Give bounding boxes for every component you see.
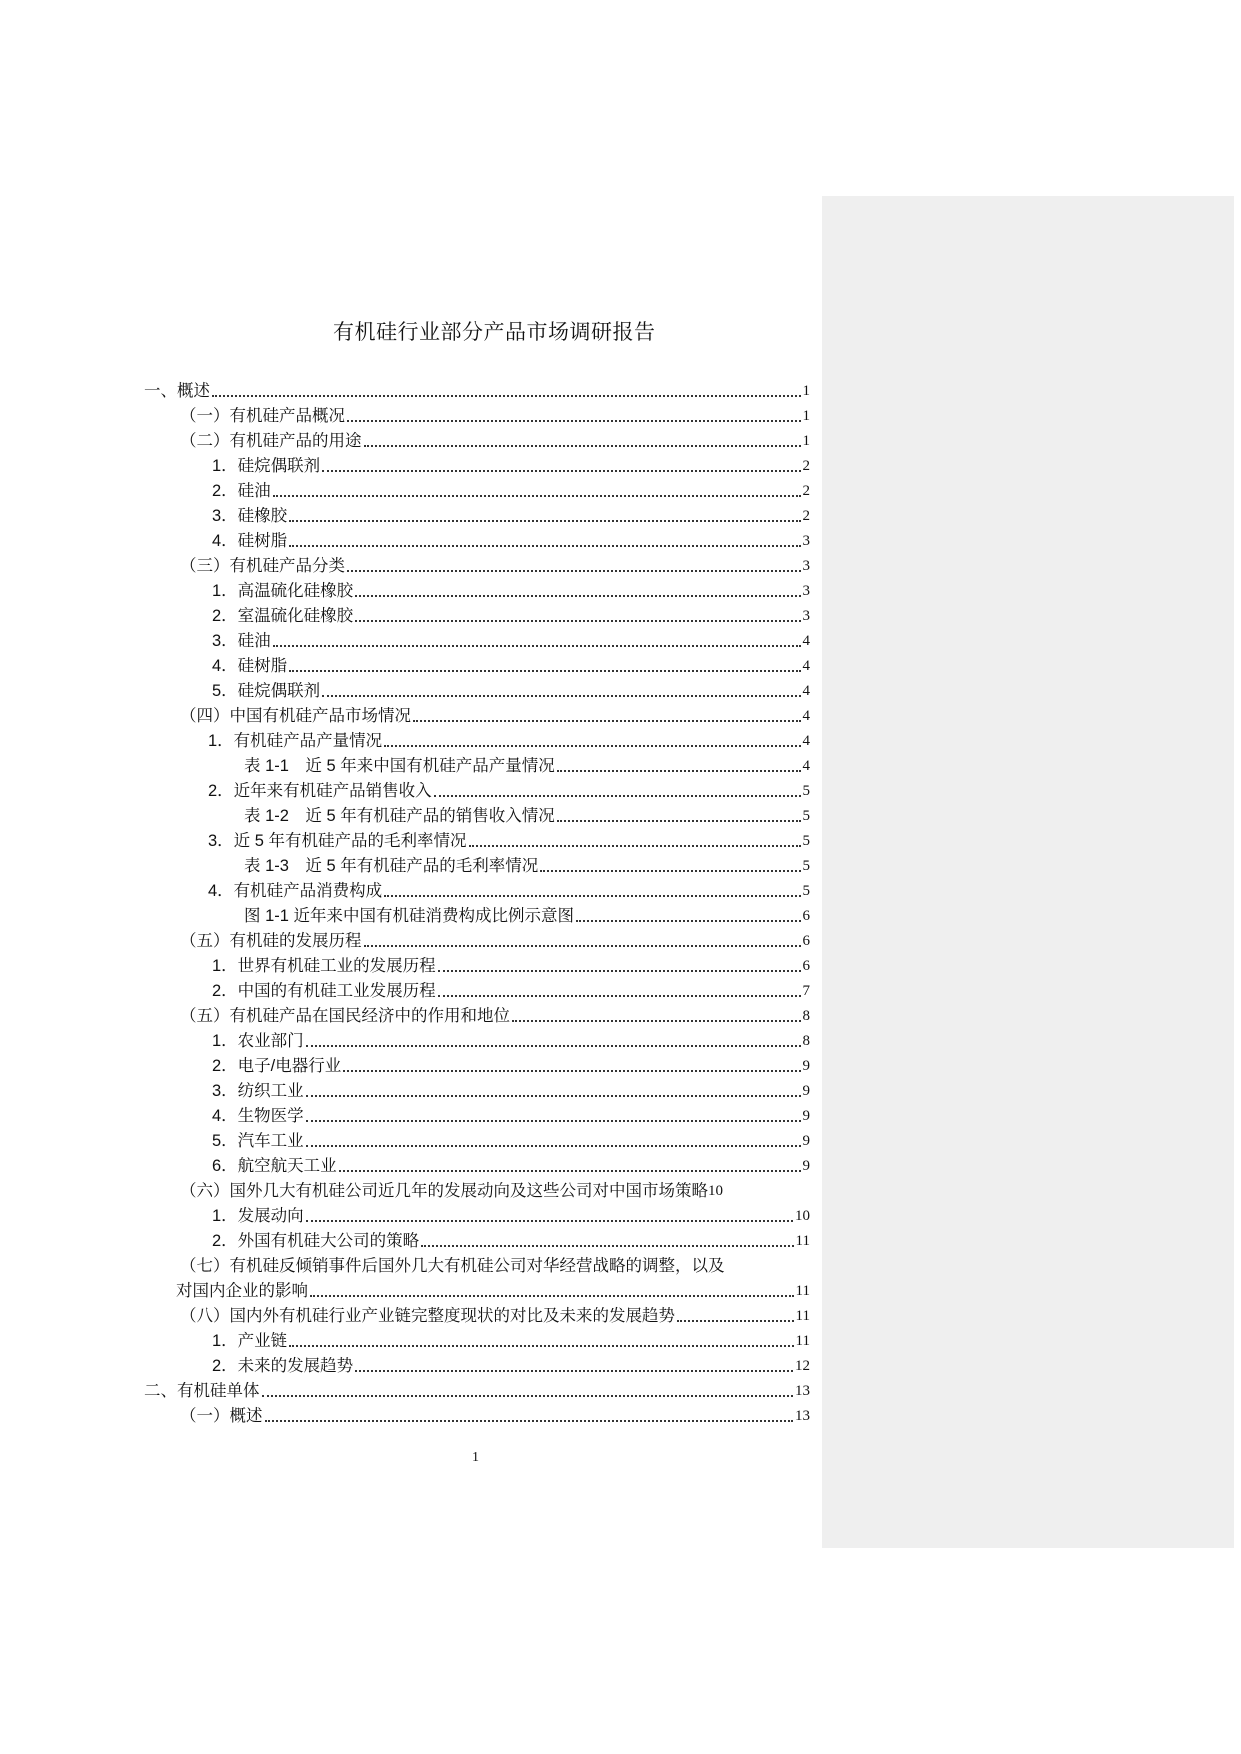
toc-entry-title: 图 1-1 近年来中国有机硅消费构成比例示意图 — [244, 907, 575, 925]
toc-dot-leader — [306, 1094, 801, 1097]
toc-entry-page: 3 — [802, 533, 810, 549]
toc-entry-page: 9 — [802, 1083, 810, 1099]
toc-entry[interactable] — [144, 1051, 810, 1076]
toc-entry[interactable] — [144, 976, 810, 1001]
toc-entry-title: 5．汽车工业 — [212, 1132, 304, 1150]
toc-entry[interactable] — [144, 1376, 810, 1401]
toc-entry-page: 9 — [802, 1133, 810, 1149]
toc-entry[interactable] — [144, 601, 810, 626]
toc-entry[interactable] — [144, 701, 810, 726]
toc-entry[interactable] — [144, 1026, 810, 1051]
toc-entry-page: 9 — [802, 1108, 810, 1124]
toc-entry[interactable] — [144, 951, 810, 976]
toc-entry-page: 2 — [802, 508, 810, 524]
toc-dot-leader — [438, 969, 801, 972]
toc-entry[interactable] — [144, 1276, 810, 1301]
toc-entry-page: 5 — [802, 858, 810, 874]
toc-dot-leader — [355, 619, 800, 622]
toc-entry[interactable] — [144, 426, 810, 451]
toc-entry[interactable] — [144, 1401, 810, 1426]
toc-dot-leader — [347, 419, 801, 422]
toc-dot-leader — [289, 544, 800, 547]
toc-entry[interactable] — [144, 651, 810, 676]
toc-entry-page: 7 — [802, 983, 810, 999]
comment-pane — [822, 196, 1234, 1548]
toc-entry-title: 2．室温硫化硅橡胶 — [212, 607, 354, 625]
toc-entry-title: （八）国内外有机硅行业产业链完整度现状的对比及未来的发展趋势 — [180, 1307, 675, 1325]
toc-dot-leader — [306, 1144, 801, 1147]
toc-entry-page: 11 — [795, 1333, 810, 1349]
toc-entry-title: 1．农业部门 — [212, 1032, 304, 1050]
toc-entry-page: 13 — [795, 1408, 810, 1424]
toc-dot-leader — [384, 744, 800, 747]
toc-dot-leader — [212, 394, 801, 397]
toc-entry-page: 3 — [802, 608, 810, 624]
toc-entry-page: 6 — [802, 908, 810, 924]
toc-entry-title: 1．有机硅产品产量情况 — [208, 732, 383, 750]
toc-entry[interactable] — [144, 551, 810, 576]
toc-dot-leader — [306, 1044, 801, 1047]
toc-entry[interactable] — [144, 776, 810, 801]
toc-entry-page: 8 — [802, 1033, 810, 1049]
toc-entry[interactable] — [144, 676, 810, 701]
toc-entry-page: 11 — [795, 1283, 810, 1299]
toc-entry-title: 2．硅油 — [212, 482, 271, 500]
toc-entry-page: 6 — [802, 958, 810, 974]
toc-dot-leader — [310, 1294, 794, 1297]
toc-entry[interactable] — [144, 476, 810, 501]
toc-dot-leader — [339, 1169, 801, 1172]
toc-entry-title: 1．硅烷偶联剂 — [212, 457, 321, 475]
toc-dot-leader — [413, 719, 801, 722]
toc-entry-title: 4．生物医学 — [212, 1107, 304, 1125]
toc-entry[interactable] — [144, 1126, 810, 1151]
toc-entry-title: 3．纺织工业 — [212, 1082, 304, 1100]
toc-entry-page: 4 — [802, 708, 810, 724]
toc-entry[interactable] — [144, 751, 810, 776]
document-title: 有机硅行业部分产品市场调研报告 — [333, 321, 656, 344]
toc-dot-leader — [322, 694, 800, 697]
toc-dot-leader — [265, 1419, 794, 1422]
toc-entry[interactable] — [144, 1101, 810, 1126]
toc-entry-title: （一）有机硅产品概况 — [180, 407, 345, 425]
toc-entry[interactable] — [144, 1251, 810, 1276]
page-number: 1 — [472, 1450, 479, 1465]
toc-entry-title: 对国内企业的影响 — [176, 1282, 308, 1300]
toc-entry-title: 2．电子/电器行业 — [212, 1057, 342, 1075]
toc-dot-leader — [289, 1344, 793, 1347]
toc-entry[interactable] — [144, 526, 810, 551]
toc-entry-page: 5 — [802, 808, 810, 824]
toc-entry-page: 2 — [802, 458, 810, 474]
toc-dot-leader — [343, 1069, 800, 1072]
toc-entry[interactable] — [144, 1326, 810, 1351]
toc-entry-title: （一）概述 — [180, 1407, 263, 1425]
toc-entry[interactable] — [144, 1001, 810, 1026]
toc-entry-title: 2．外国有机硅大公司的策略 — [212, 1232, 420, 1250]
toc-dot-leader — [384, 894, 800, 897]
toc-entry-title: 一、概述 — [144, 382, 210, 400]
toc-entry[interactable] — [144, 501, 810, 526]
toc-dot-leader — [289, 519, 800, 522]
toc-entry-title: 表 1-1 近 5 年来中国有机硅产品产量情况 — [244, 757, 555, 775]
toc-entry-title: （六）国外几大有机硅公司近几年的发展动向及这些公司对中国市场策略 — [180, 1182, 708, 1200]
toc-entry-page: 6 — [802, 933, 810, 949]
toc-dot-leader — [347, 569, 801, 572]
toc-entry-title: 3．硅橡胶 — [212, 507, 288, 525]
toc-entry-title: 二、有机硅单体 — [144, 1382, 260, 1400]
toc-entry[interactable] — [144, 801, 810, 826]
toc-dot-leader — [540, 869, 800, 872]
toc-entry-page: 10 — [795, 1208, 810, 1224]
toc-dot-leader — [438, 994, 801, 997]
toc-dot-leader — [557, 769, 801, 772]
toc-entry-page: 4 — [802, 633, 810, 649]
toc-entry-page: 10 — [708, 1183, 723, 1199]
toc-entry[interactable] — [144, 1351, 810, 1376]
toc-entry-page: 12 — [795, 1358, 810, 1374]
toc-entry-page: 11 — [795, 1308, 810, 1324]
toc-entry[interactable] — [144, 1226, 810, 1251]
toc-entry-title: 1．高温硫化硅橡胶 — [212, 582, 354, 600]
toc-entry-title: 2．未来的发展趋势 — [212, 1357, 354, 1375]
toc-entry-title: 3．近 5 年有机硅产品的毛利率情况 — [208, 832, 467, 850]
toc-entry-page: 1 — [802, 383, 810, 399]
toc-entry[interactable] — [144, 451, 810, 476]
toc-entry-page: 5 — [802, 783, 810, 799]
toc-dot-leader — [576, 919, 800, 922]
toc-entry[interactable] — [144, 401, 810, 426]
toc-entry-title: 表 1-2 近 5 年有机硅产品的销售收入情况 — [244, 807, 555, 825]
toc-dot-leader — [421, 1244, 793, 1247]
toc-entry-title: 表 1-3 近 5 年有机硅产品的毛利率情况 — [244, 857, 539, 875]
toc-entry[interactable] — [144, 1301, 810, 1326]
toc-entry-page: 8 — [802, 1008, 810, 1024]
toc-entry-page: 3 — [802, 583, 810, 599]
toc-dot-leader — [469, 844, 801, 847]
toc-entry-page: 2 — [802, 483, 810, 499]
toc-entry[interactable] — [144, 576, 810, 601]
toc-dot-leader — [273, 644, 801, 647]
toc-entry-page: 3 — [802, 558, 810, 574]
toc-entry-title: （五）有机硅的发展历程 — [180, 932, 362, 950]
toc-entry[interactable] — [144, 1151, 810, 1176]
toc-dot-leader — [355, 1369, 793, 1372]
toc-entry[interactable] — [144, 901, 810, 926]
toc-entry-page: 4 — [802, 683, 810, 699]
toc-dot-leader — [677, 1319, 794, 1322]
toc-entry-title: （七）有机硅反倾销事件后国外几大有机硅公司对华经营战略的调整，以及 — [180, 1257, 725, 1275]
toc-entry-title: 3．硅油 — [212, 632, 271, 650]
toc-entry[interactable] — [144, 826, 810, 851]
toc-dot-leader — [273, 494, 801, 497]
toc-dot-leader — [557, 819, 801, 822]
toc-dot-leader — [364, 944, 801, 947]
toc-entry-title: （四）中国有机硅产品市场情况 — [180, 707, 411, 725]
toc-entry-title: （五）有机硅产品在国民经济中的作用和地位 — [180, 1007, 510, 1025]
toc-entry-title: 4．有机硅产品消费构成 — [208, 882, 383, 900]
toc-entry-title: 6．航空航天工业 — [212, 1157, 337, 1175]
toc-dot-leader — [512, 1019, 801, 1022]
toc-entry[interactable] — [144, 1076, 810, 1101]
table-of-contents — [144, 376, 810, 1426]
toc-entry[interactable] — [144, 1176, 810, 1201]
toc-dot-leader — [289, 669, 800, 672]
toc-entry-title: 4．硅树脂 — [212, 657, 288, 675]
toc-entry-page: 5 — [802, 883, 810, 899]
toc-entry-title: 5．硅烷偶联剂 — [212, 682, 321, 700]
toc-entry[interactable] — [144, 926, 810, 951]
toc-entry-page: 9 — [802, 1158, 810, 1174]
toc-entry-title: 4．硅树脂 — [212, 532, 288, 550]
toc-entry[interactable] — [144, 1201, 810, 1226]
toc-entry-title: 2．近年来有机硅产品销售收入 — [208, 782, 432, 800]
toc-dot-leader — [364, 444, 801, 447]
toc-entry-page: 13 — [795, 1383, 810, 1399]
toc-entry-title: 1．世界有机硅工业的发展历程 — [212, 957, 436, 975]
toc-entry[interactable] — [144, 876, 810, 901]
toc-entry-title: （二）有机硅产品的用途 — [180, 432, 362, 450]
toc-entry-page: 1 — [802, 433, 810, 449]
toc-dot-leader — [434, 794, 801, 797]
toc-dot-leader — [322, 469, 800, 472]
toc-entry-page: 11 — [795, 1233, 810, 1249]
toc-entry-title: 1．发展动向 — [212, 1207, 304, 1225]
toc-entry-page: 4 — [802, 658, 810, 674]
toc-entry-title: 1．产业链 — [212, 1332, 288, 1350]
toc-entry[interactable] — [144, 726, 810, 751]
toc-entry-page: 5 — [802, 833, 810, 849]
toc-entry-page: 4 — [802, 758, 810, 774]
toc-entry[interactable] — [144, 626, 810, 651]
toc-entry-page: 4 — [802, 733, 810, 749]
toc-dot-leader — [262, 1394, 794, 1397]
toc-entry[interactable] — [144, 851, 810, 876]
toc-entry-title: （三）有机硅产品分类 — [180, 557, 345, 575]
toc-entry-title: 2．中国的有机硅工业发展历程 — [212, 982, 436, 1000]
toc-entry[interactable] — [144, 376, 810, 401]
toc-dot-leader — [306, 1119, 801, 1122]
toc-entry-page: 1 — [802, 408, 810, 424]
toc-dot-leader — [306, 1219, 793, 1222]
toc-dot-leader — [355, 594, 800, 597]
toc-entry-page: 9 — [802, 1058, 810, 1074]
